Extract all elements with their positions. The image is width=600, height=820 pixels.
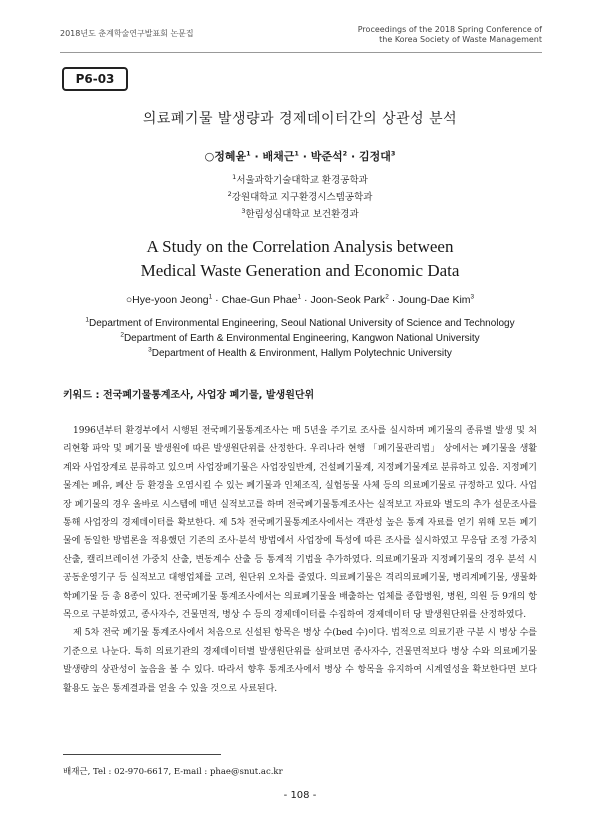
author-sup: 1 bbox=[246, 149, 251, 158]
author-separator: · bbox=[301, 294, 311, 306]
affiliation-text: 강원대학교 지구환경시스템공학과 bbox=[231, 192, 373, 203]
author-sup: 2 bbox=[385, 293, 389, 301]
title-korean: 의료폐기물 발생량과 경제데이터간의 상관성 분석 bbox=[142, 111, 458, 127]
title-english-line2: Medical Waste Generation and Economic Data bbox=[140, 261, 460, 280]
affiliation-sup: 1 bbox=[232, 172, 237, 181]
author-name: Joung-Dae Kim bbox=[398, 294, 471, 306]
author-separator: · bbox=[212, 294, 222, 306]
affiliation-text: Department of Earth & Environmental Engineering, Kangwon National University bbox=[123, 333, 480, 344]
author-sup: 1 bbox=[297, 293, 302, 301]
affiliation-text: 한림성심대학교 보건환경과 bbox=[245, 209, 359, 220]
affiliation-text: Department of Health & Environment, Hallym Polytechnic University bbox=[151, 348, 452, 359]
title-english-line1: A Study on the Correlation Analysis between bbox=[146, 237, 454, 256]
footnote-divider bbox=[63, 754, 221, 755]
affiliation-english bbox=[0, 348, 600, 359]
presenter-marker: ○ bbox=[204, 150, 215, 163]
author-name: 배채근 bbox=[262, 150, 295, 163]
affiliation-text: Department of Environmental Engineering, Seoul National University of Science and Technology bbox=[89, 318, 515, 329]
affiliation-text: 서울과학기술대학교 환경공학과 bbox=[236, 175, 368, 186]
author-sup: 3 bbox=[470, 293, 475, 301]
page-number: - 108 - bbox=[283, 790, 317, 801]
author-sup: 1 bbox=[208, 293, 213, 301]
body-paragraph: 제 5차 전국 폐기물 통계조사에서 처음으로 신설된 항목은 병상 수(bed 수)이다. 법적으로 의료기관 구분 시 병상 수를 기준으로 나눈다. 특히 의료기관의 경제데이터별 발생원단위를 살펴보면 종사자수, 건물면적보다 병상 수와 의료폐기물 발생량의 상관성이 높음을 볼 수 있다. 따라서 향후 통계조사에서 병상 수 항목을 유지하여 시계열성을 확보한다면 보다 활용도 높은 통계결과를 얻을 수 있을 것으로 사료된다. bbox=[63, 628, 537, 694]
author-name: Hye-yoon Jeong bbox=[132, 294, 209, 306]
author-separator: · bbox=[388, 294, 399, 306]
author-sup: 2 bbox=[342, 149, 348, 158]
author-separator: · bbox=[347, 150, 359, 163]
header-divider bbox=[60, 52, 542, 53]
authors-english bbox=[0, 294, 600, 306]
affiliation-sup: 2 bbox=[227, 189, 232, 198]
author-sup: 3 bbox=[390, 149, 396, 158]
affiliation-sup: 1 bbox=[85, 316, 89, 324]
paper-code-badge: P6-03 bbox=[62, 67, 128, 91]
author-separator: · bbox=[298, 150, 311, 163]
author-name: 정혜윤 bbox=[214, 150, 247, 163]
keywords: 키워드 : 전국폐기물통계조사, 사업장 폐기물, 발생원단위 bbox=[63, 390, 315, 401]
presenter-marker: ○ bbox=[125, 294, 133, 306]
affiliation-sup: 3 bbox=[241, 206, 246, 215]
running-header-right-line1: Proceedings of the 2018 Spring Conference of bbox=[357, 25, 542, 34]
author-sup: 1 bbox=[294, 149, 299, 158]
running-header-right bbox=[358, 25, 542, 45]
affiliation-english bbox=[0, 318, 600, 329]
authors-korean bbox=[0, 148, 600, 164]
running-header-left: 2018년도 춘계학술연구발표회 논문집 bbox=[60, 29, 194, 38]
affiliation-english bbox=[0, 333, 600, 344]
author-name: Chae-Gun Phae bbox=[221, 294, 298, 306]
author-name: 김정대 bbox=[358, 150, 391, 163]
corresponding-author-footnote: 배재근, Tel : 02-970-6617, E-mail : phae@snut.ac.kr bbox=[63, 767, 283, 777]
body-paragraph: 1996년부터 환경부에서 시행된 전국폐기물통계조사는 매 5년을 주기로 조사를 실시하며 폐기물의 종류별 발생 및 처리현황 파악 및 폐기물 발생원에 따른 발생원단위를 산정한다. 우리나라 현행 「폐기물관리법」 상에서는 폐기물을 생활계와 사업장계로 분류하고 있으며 사업장폐기물은 사업장일반계, 건설폐기물계, 지정폐기물계로 분류하고 있음. 지정폐기물계는 폐유, 폐산 등 환경을 오염시킬 수 있는 폐기물과 인체조직, 실험동물 사체 등의 의료폐기물로 규정하고 있다. 사업장 폐기물의 경우 올바로 시스템에 매년 실적보고를 하며 전국폐기물통계조사는 실적보고 자료와 별도의 추가 설문조사를 통해 사업장의 경제데이터를 확보한다. 제 5차 전국폐기물통계조사에서는 객관성 높은 통계 자료를 얻기 위해 모든 폐기물에 동일한 방법론을 적용했던 기존의 조사·분석 방법에서 사업장에 특성에 따른 조사를 실시하였고 무응답 조정 가중치 산출, 캘리브레이션 가중치 산출, 변동계수 산출 등 통계적 기법을 추가하였다. 의료폐기물과 지정폐기물의 경우 분석 시 공동운영기구 등 실적보고 대행업체를 고려, 원단위 오차를 줄였다. 의료폐기물은 격리의료폐기물, 병리계폐기물, 생물화학폐기물 등 총 8종이 있다. 전국폐기물 통계조사에서는 의료폐기물을 배출하는 업체를 종합병원, 병원, 의원 등 9개의 항목으로 구분하였고, 종사자수, 건물면적, 병상 수 등의 경제데이터를 수집하여 경제데이터 당 발생원단위를 산정하였다. bbox=[63, 426, 537, 621]
affiliation-korean bbox=[0, 206, 600, 220]
running-header-right-line2: the Korea Society of Waste Management bbox=[379, 35, 542, 44]
author-name: Joon-Seok Park bbox=[310, 294, 386, 306]
author-separator: · bbox=[250, 150, 263, 163]
author-name: 박준석 bbox=[310, 150, 343, 163]
abstract-body bbox=[63, 422, 537, 698]
affiliation-sup: 3 bbox=[148, 346, 152, 354]
affiliation-korean bbox=[0, 189, 600, 203]
affiliation-sup: 2 bbox=[120, 331, 124, 339]
affiliation-korean bbox=[0, 172, 600, 186]
